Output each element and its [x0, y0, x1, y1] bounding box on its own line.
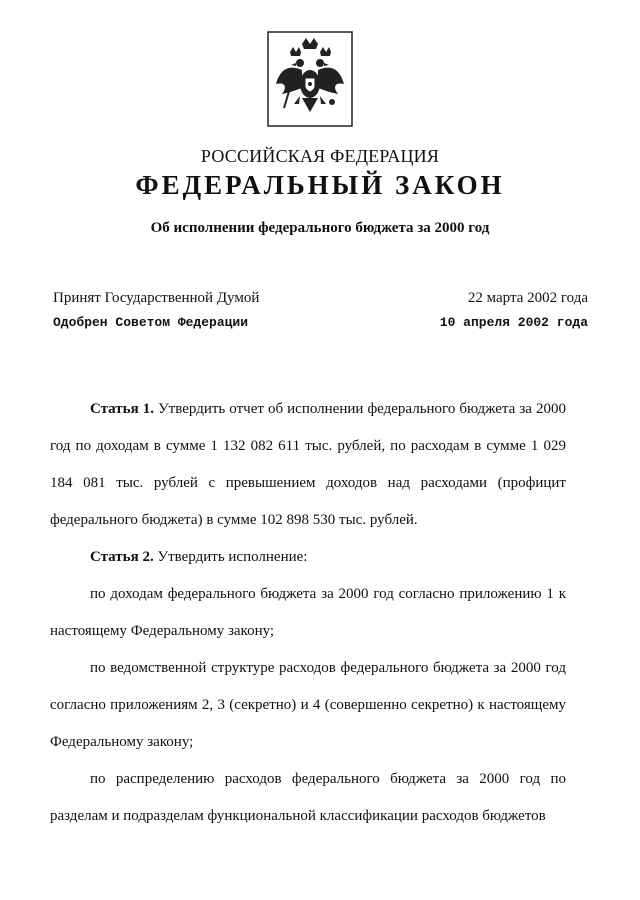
- coat-of-arms-emblem-icon: [266, 30, 354, 128]
- law-subject-title: Об исполнении федерального бюджета за 2000 год: [150, 220, 490, 236]
- document-type-heading: ФЕДЕРАЛЬНЫЙ ЗАКОН: [135, 170, 505, 200]
- duma-adoption-date: 22 марта 2002 года: [467, 290, 588, 306]
- law-body: [50, 391, 566, 835]
- article-2-item-3: по распределению расходов федерального бюджета за 2000 год по разделам и подразделам функциональной классификации расходов бюджетов: [50, 771, 566, 824]
- article-1-paragraph: [50, 391, 566, 539]
- article-2-item-1: по доходам федерального бюджета за 2000 год согласно приложению 1 к настоящему Федеральному закону;: [50, 586, 566, 639]
- article-2-label: Статья 2.: [90, 549, 154, 565]
- article-2-paragraph: [50, 539, 566, 576]
- council-approval-label: Одобрен Советом Федерации: [53, 315, 249, 330]
- article-1-label: Статья 1.: [90, 401, 155, 417]
- article-2-intro: Утвердить исполнение:: [157, 549, 308, 565]
- council-approval-date: 10 апреля 2002 года: [439, 315, 588, 330]
- article-1-text: Утвердить отчет об исполнении федерального бюджета за 2000 год по доходам в сумме 1 132 082 611 тыс. рублей, по расходам в сумме 1 029 184 081 тыс. рублей с превышением доходов над расходами (профицит федерального бюджета) в сумме 102 898 530 тыс. рублей.: [50, 401, 566, 528]
- duma-adoption-label: Принят Государственной Думой: [53, 290, 260, 306]
- country-heading: РОССИЙСКАЯ ФЕДЕРАЦИЯ: [200, 146, 440, 166]
- article-2-item-2: по ведомственной структуре расходов федерального бюджета за 2000 год согласно приложениям 2, 3 (секретно) и 4 (совершенно секретно) к настоящему Федеральному закону;: [50, 660, 566, 750]
